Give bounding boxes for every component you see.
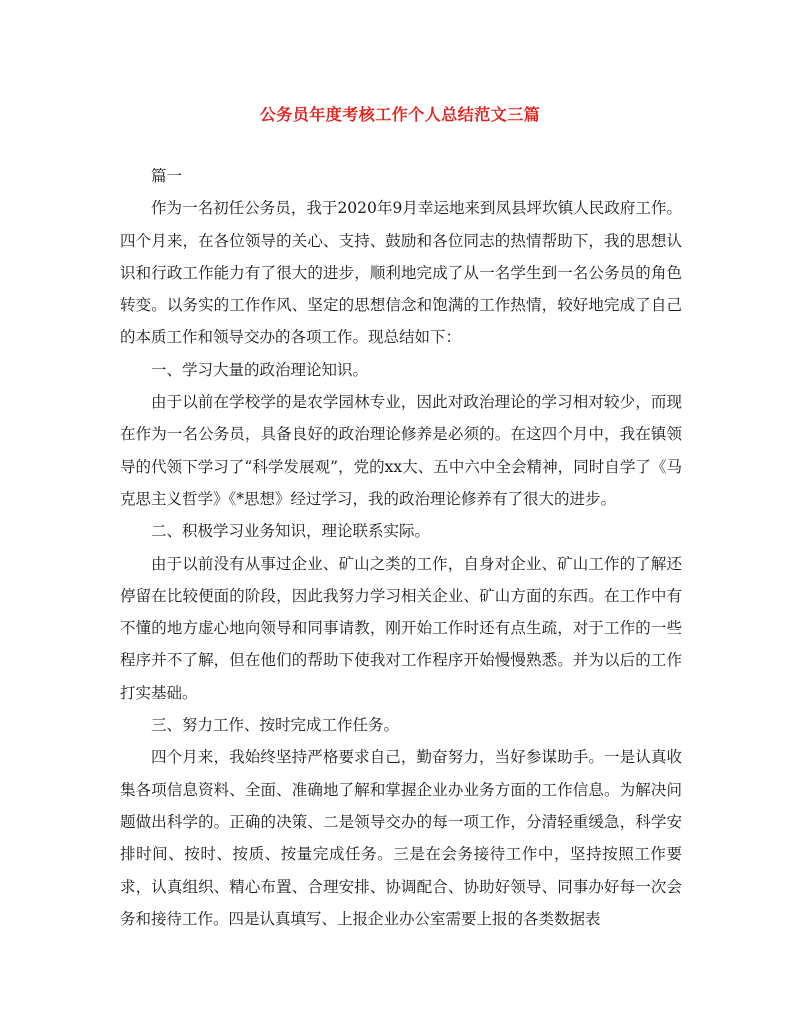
document-body	[120, 160, 682, 935]
section-heading-3: 三、努力工作、按时完成工作任务。	[151, 716, 400, 735]
section-heading-2: 二、积极学习业务知识，理论联系实际。	[151, 522, 431, 541]
paragraph-business-knowledge: 由于以前没有从事过企业、矿山之类的工作，自身对企业、矿山工作的了解还停留在比较便面的阶段，因此我努力学习相关企业、矿山方面的东西。在工作中有不懂的地方虚心地向领导和同事请教，刚开始工作时还有点生疏，对于工作的一些程序并不了解，但在他们的帮助下使我对工作程序开始慢慢熟悉。并为以后的工作打实基础。	[120, 554, 682, 702]
paragraph-political-theory: 由于以前在学校学的是农学园林专业，因此对政治理论的学习相对较少，而现在作为一名公务员，具备良好的政治理论修养是必须的。在这四个月中，我在镇领导的代领下学习了“科学发展观”，党的xx大、五中六中全会精神，同时自学了《马克思主义哲学》《*思想》经过学习，我的政治理论修养有了很大的进步。	[120, 393, 682, 508]
paragraph-work-tasks: 四个月来，我始终坚持严格要求自己，勤奋努力，当好参谋助手。一是认真收集各项信息资料、全面、准确地了解和掌握企业办业务方面的工作信息。为解决问题做出科学的。正确的决策、二是领导交办的每一项工作，分清轻重缓急，科学安排时间、按时、按质、按量完成任务。三是在会务接待工作中，坚持按照工作要求，认真组织、精心布置、合理安排、协调配合、协助好领导、同事办好每一次会务和接待工作。四是认真填写、上报企业办公室需要上报的各类数据表	[120, 748, 682, 928]
section-heading-part-one: 篇一	[151, 167, 183, 185]
section-heading-1: 一、学习大量的政治理论知识。	[151, 360, 369, 379]
intro-paragraph: 作为一名初任公务员，我于2020年9月幸运地来到凤县坪坎镇人民政府工作。四个月来，在各位领导的关心、支持、鼓励和各位同志的热情帮助下，我的思想认识和行政工作能力有了很大的进步，顺利地完成了从一名学生到一名公务员的角色转变。以务实的工作作风、坚定的思想信念和饱满的工作热情，较好地完成了自己的本质工作和领导交办的各项工作。现总结如下：	[120, 199, 682, 347]
document-title: 公务员年度考核工作个人总结范文三篇	[259, 105, 541, 124]
